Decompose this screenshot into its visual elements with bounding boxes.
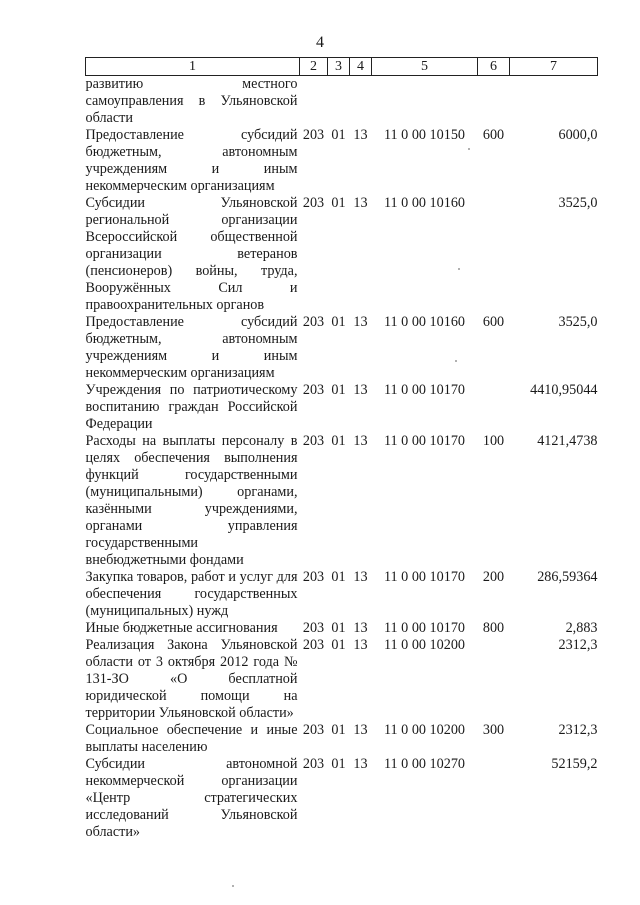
table-row	[86, 382, 598, 433]
row-subsection-cell: 13	[353, 127, 368, 143]
scan-speck	[468, 148, 470, 150]
row-subsection-cell: 13	[353, 433, 368, 449]
row-section-cell: 01	[331, 433, 346, 449]
row-name-cell: Субсидии автономной некоммерческой организации «Центр стратегических исследований Ульяновской области»	[85, 756, 298, 840]
row-subsection-cell: 13	[353, 382, 368, 398]
column-header: 1	[86, 58, 300, 76]
row-code-cell: 203	[302, 314, 325, 330]
row-target-cell: 11 0 00 10200	[383, 722, 466, 738]
row-target-cell: 11 0 00 10150	[383, 127, 466, 143]
row-amount-cell: 52159,2	[551, 756, 598, 772]
row-target-cell: 11 0 00 10200	[383, 637, 466, 653]
row-amount-cell: 3525,0	[558, 314, 598, 330]
scan-speck	[232, 885, 234, 887]
row-amount-cell: 2312,3	[558, 637, 598, 653]
table-row	[86, 127, 598, 195]
row-target-cell: 11 0 00 10170	[383, 620, 466, 636]
page-number: 4	[316, 34, 324, 51]
row-code-cell	[300, 76, 328, 128]
row-target-cell: 11 0 00 10170	[383, 382, 466, 398]
table-row	[86, 569, 598, 620]
row-expense-type-cell	[478, 76, 510, 128]
row-section-cell: 01	[331, 314, 346, 330]
row-expense-type-cell	[478, 756, 510, 841]
row-section-cell: 01	[331, 382, 346, 398]
row-code-cell: 203	[302, 127, 325, 143]
table-row	[86, 620, 598, 637]
row-code-cell: 203	[302, 195, 325, 211]
row-code-cell: 203	[302, 756, 325, 772]
row-section-cell: 01	[331, 569, 346, 585]
column-header: 2	[300, 58, 328, 76]
row-name-cell: Социальное обеспечение и иные выплаты населению	[85, 722, 298, 755]
row-subsection-cell: 13	[353, 314, 368, 330]
row-code-cell: 203	[302, 637, 325, 653]
table-row	[86, 433, 598, 569]
row-expense-type-cell: 600	[482, 314, 505, 330]
row-amount-cell: 6000,0	[558, 127, 598, 143]
row-subsection-cell: 13	[353, 637, 368, 653]
row-name-cell: Предоставление субсидий бюджетным, автономным учреждениям и иным некоммерческим организациям	[85, 127, 298, 194]
row-name-cell: Реализация Закона Ульяновской области от 3 октября 2012 года № 131-ЗО «О бесплатной юридической помощи на территории Ульяновской области»	[85, 637, 298, 721]
column-header: 6	[478, 58, 510, 76]
row-section-cell: 01	[331, 637, 346, 653]
row-amount-cell: 4121,4738	[537, 433, 598, 449]
row-target-cell: 11 0 00 10270	[383, 756, 466, 772]
row-subsection-cell	[350, 76, 372, 128]
row-code-cell: 203	[302, 433, 325, 449]
row-amount-cell: 4410,95044	[530, 382, 598, 398]
row-section-cell: 01	[331, 195, 346, 211]
row-expense-type-cell	[478, 637, 510, 722]
row-expense-type-cell: 300	[482, 722, 505, 738]
row-section-cell: 01	[331, 127, 346, 143]
row-subsection-cell: 13	[353, 195, 368, 211]
column-header: 3	[328, 58, 350, 76]
row-code-cell: 203	[302, 382, 325, 398]
row-subsection-cell: 13	[353, 620, 368, 636]
table-row	[86, 722, 598, 756]
row-section-cell: 01	[331, 722, 346, 738]
column-header: 4	[350, 58, 372, 76]
row-section-cell	[328, 76, 350, 128]
row-expense-type-cell: 600	[482, 127, 505, 143]
row-target-cell: 11 0 00 10160	[383, 314, 466, 330]
row-section-cell: 01	[331, 620, 346, 636]
row-amount-cell: 2,883	[565, 620, 598, 636]
row-amount-cell: 2312,3	[558, 722, 598, 738]
row-code-cell: 203	[302, 722, 325, 738]
row-target-cell: 11 0 00 10170	[383, 433, 466, 449]
table-row	[86, 195, 598, 314]
table-row	[86, 76, 598, 128]
row-expense-type-cell: 800	[482, 620, 505, 636]
row-name-cell: Иные бюджетные ассигнования	[85, 620, 278, 636]
row-target-cell: 11 0 00 10160	[383, 195, 466, 211]
row-target-cell: 11 0 00 10170	[383, 569, 466, 585]
scan-speck	[458, 268, 460, 270]
row-amount-cell	[510, 76, 598, 128]
row-name-cell: Предоставление субсидий бюджетным, автономным учреждениям и иным некоммерческим организациям	[85, 314, 298, 381]
row-amount-cell: 286,59364	[537, 569, 598, 585]
row-subsection-cell: 13	[353, 756, 368, 772]
table-row	[86, 756, 598, 841]
column-header: 7	[510, 58, 598, 76]
table-header-row	[86, 58, 598, 76]
budget-table	[85, 57, 598, 841]
row-amount-cell: 3525,0	[558, 195, 598, 211]
row-target-cell	[372, 76, 478, 128]
row-subsection-cell: 13	[353, 569, 368, 585]
row-expense-type-cell: 100	[482, 433, 505, 449]
table-row	[86, 637, 598, 722]
row-code-cell: 203	[302, 569, 325, 585]
row-subsection-cell: 13	[353, 722, 368, 738]
row-section-cell: 01	[331, 756, 346, 772]
row-code-cell: 203	[302, 620, 325, 636]
row-expense-type-cell	[478, 382, 510, 433]
scan-speck	[455, 360, 457, 362]
row-name-cell: Субсидии Ульяновской региональной организации Всероссийской общественной организации ветеранов (пенсионеров) войны, труда, Вооружённых Сил и правоохранительных органов	[85, 195, 298, 313]
row-expense-type-cell	[478, 195, 510, 314]
row-name-cell: Расходы на выплаты персоналу в целях обеспечения выполнения функций государственными (муниципальными) органами, казёнными учреждениями, органами управления государственными внебюджетными фондами	[85, 433, 298, 568]
table-row	[86, 314, 598, 382]
row-name-cell: Учреждения по патриотическому воспитанию граждан Российской Федерации	[85, 382, 298, 432]
row-name-cell: развитию местного самоуправления в Ульяновской области	[85, 76, 298, 126]
row-expense-type-cell: 200	[482, 569, 505, 585]
column-header: 5	[372, 58, 478, 76]
row-name-cell: Закупка товаров, работ и услуг для обеспечения государственных (муниципальных) нужд	[85, 569, 298, 619]
